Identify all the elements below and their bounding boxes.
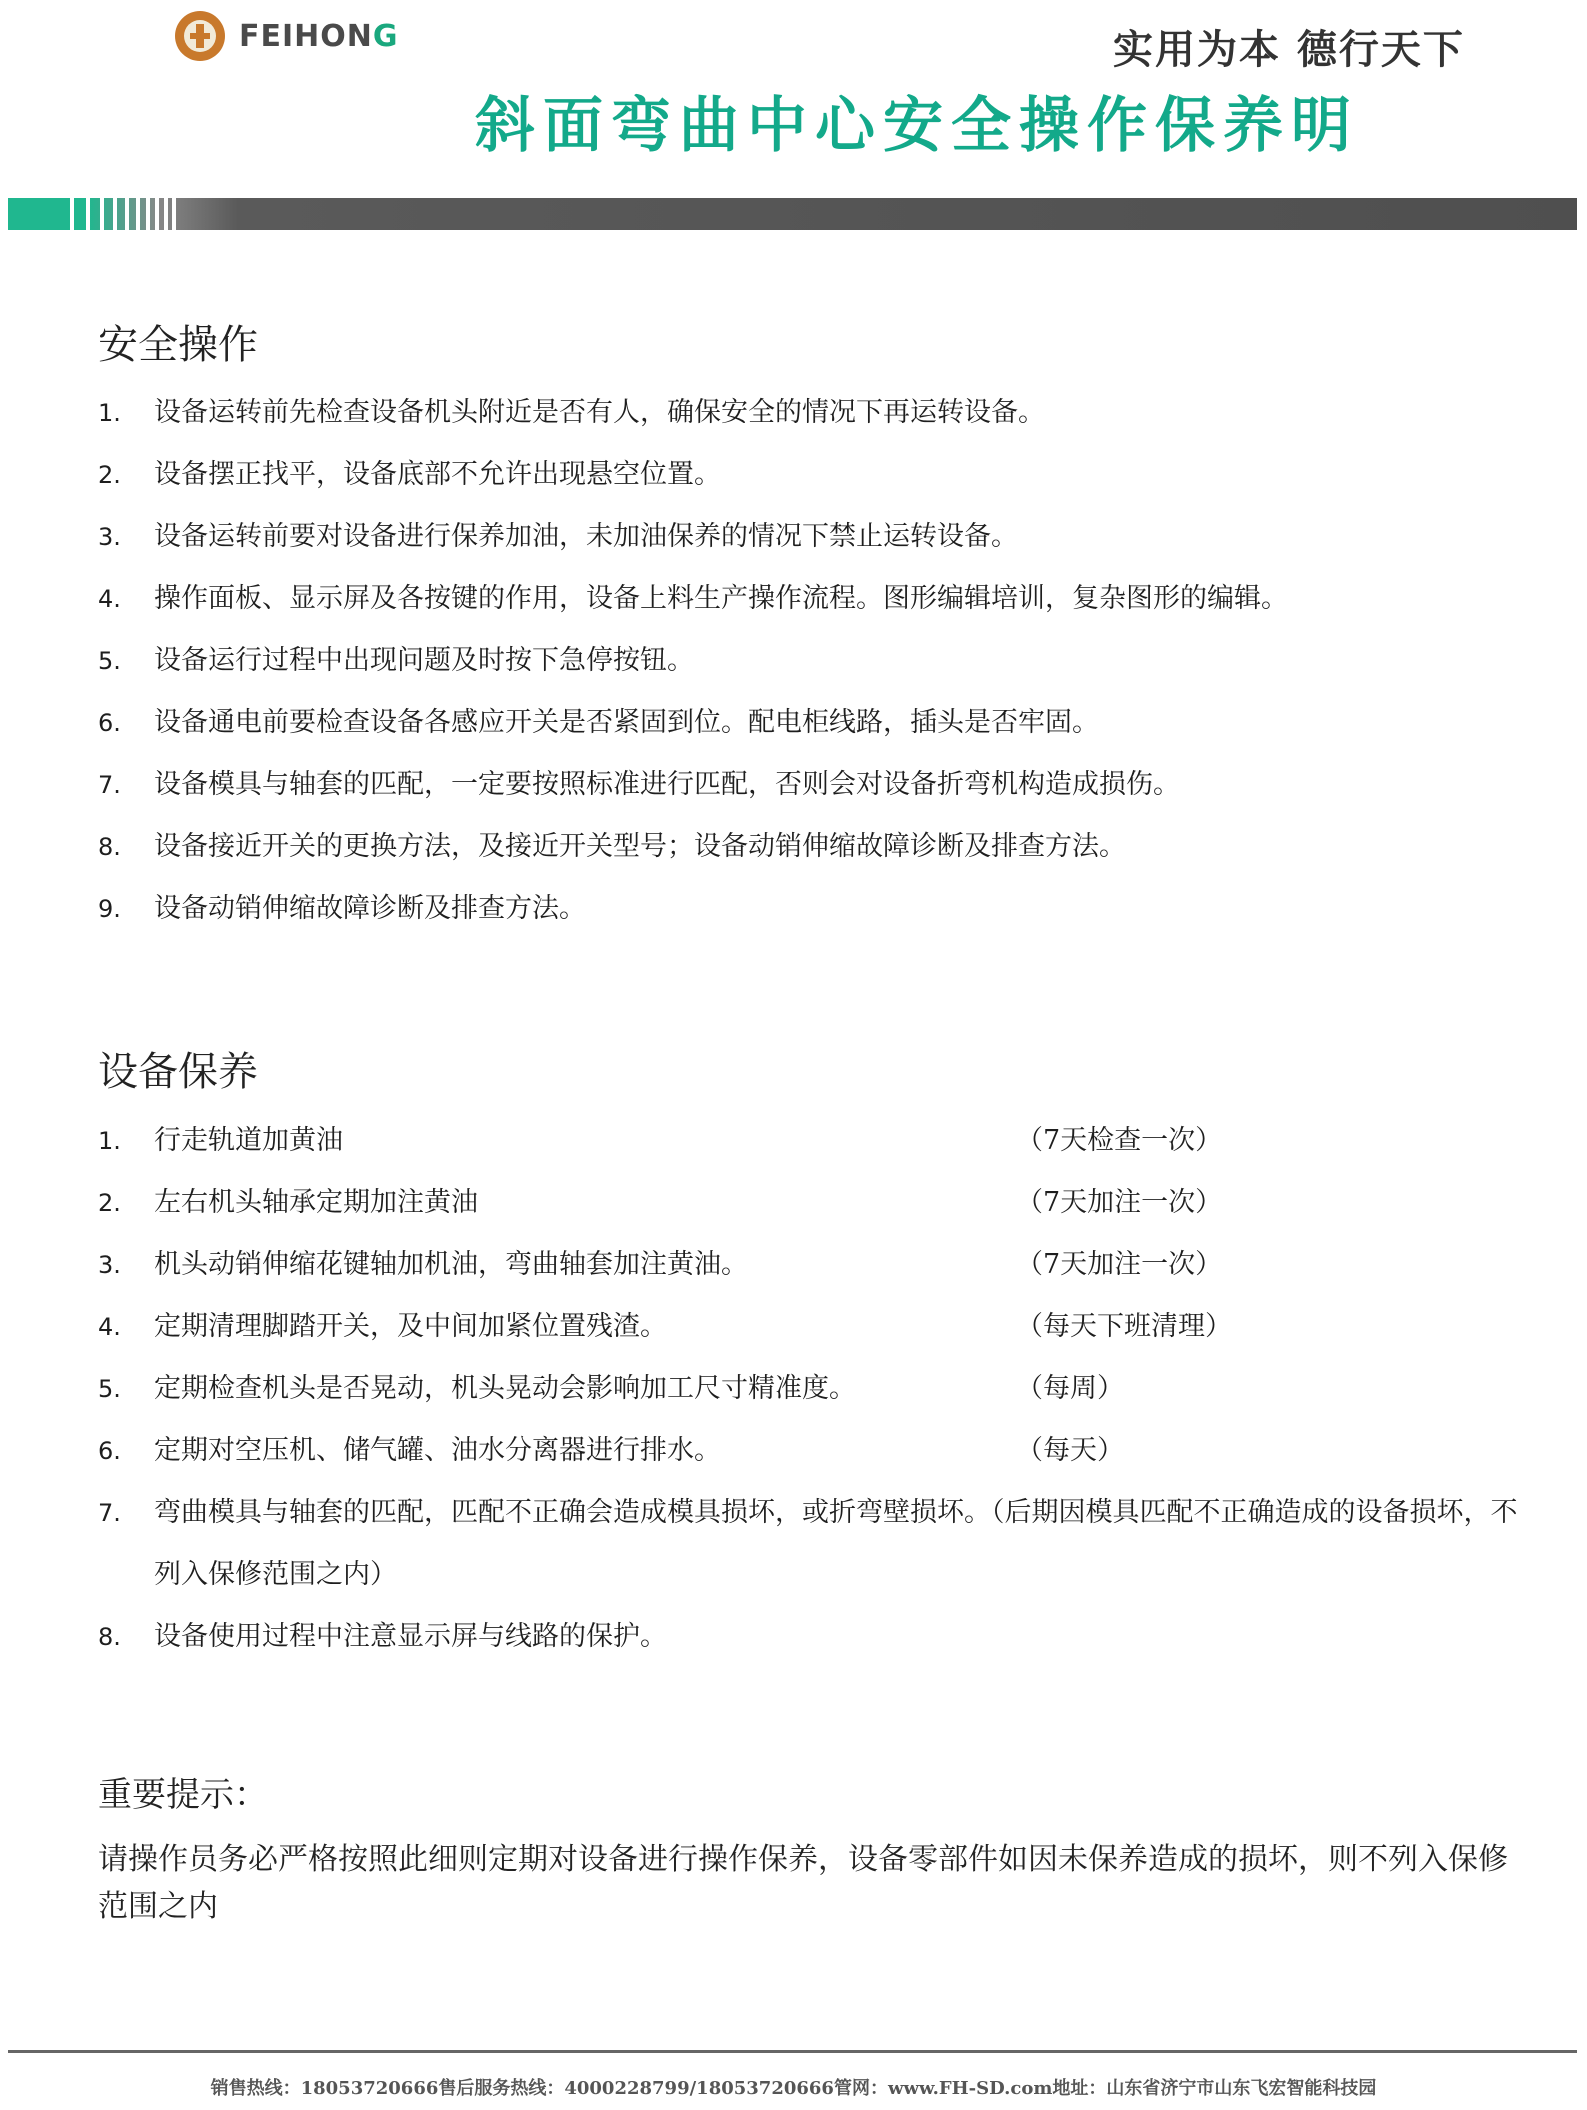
notice-heading: 重要提示： xyxy=(98,1775,268,1815)
logo-icon xyxy=(175,11,225,61)
maintenance-frequency: （每天） xyxy=(1016,1435,1124,1466)
list-item: 5. 定期检查机头是否晃动，机头晃动会影响加工尺寸精准度。 （每周） xyxy=(98,1358,1518,1420)
list-item: 4. 操作面板、显示屏及各按键的作用，设备上料生产操作流程。图形编辑培训，复杂图形的编辑。 xyxy=(98,583,1288,614)
list-item: 1. 设备运转前先检查设备机头附近是否有人，确保安全的情况下再运转设备。 xyxy=(98,397,1045,428)
list-item: 8. 设备使用过程中注意显示屏与线路的保护。 xyxy=(98,1621,667,1652)
list-item: 5. 设备运行过程中出现问题及时按下急停按钮。 xyxy=(98,645,694,676)
header-band xyxy=(8,190,1577,230)
band-stripe xyxy=(113,195,117,230)
maintenance-heading: 设备保养 xyxy=(98,1049,258,1095)
maintenance-frequency: （7天加注一次） xyxy=(1016,1249,1223,1280)
list-item: 1. 行走轨道加黄油 （7天检查一次） xyxy=(98,1110,1518,1172)
list-item: 2. 左右机头轴承定期加注黄油 （7天加注一次） xyxy=(98,1172,1518,1234)
maintenance-frequency: （7天检查一次） xyxy=(1016,1125,1223,1156)
list-item: 6. 设备通电前要检查设备各感应开关是否紧固到位。配电柜线路，插头是否牢固。 xyxy=(98,707,1099,738)
list-item: 3. 设备运转前要对设备进行保养加油，未加油保养的情况下禁止运转设备。 xyxy=(98,521,1018,552)
page-title: 斜面弯曲中心安全操作保养明 xyxy=(475,91,1359,161)
band-stripe xyxy=(100,195,104,230)
band-stripe xyxy=(155,195,159,230)
list-item: 3. 机头动销伸缩花键轴加机油，弯曲轴套加注黄油。 （7天加注一次） xyxy=(98,1234,1518,1296)
brand-logo xyxy=(175,12,399,60)
band-stripe xyxy=(136,195,140,230)
slogan: 实用为本 德行天下 xyxy=(1113,26,1465,73)
band-stripe xyxy=(70,195,74,230)
safety-heading: 安全操作 xyxy=(98,322,258,368)
footer-contact: 销售热线：18053720666售后服务热线：4000228799/18053720666管网：www.FH-SD.com地址：山东省济宁市山东飞宏智能科技园 xyxy=(210,2078,1377,2099)
brand-name: FEIHONG xyxy=(239,18,399,54)
safety-list xyxy=(98,382,1518,940)
band-stripe xyxy=(146,195,150,230)
maintenance-list xyxy=(98,1110,1518,1668)
band-stripe xyxy=(164,195,168,230)
list-item: 6. 定期对空压机、储气罐、油水分离器进行排水。 （每天） xyxy=(98,1420,1518,1482)
list-item: 2. 设备摆正找平，设备底部不允许出现悬空位置。 xyxy=(98,459,721,490)
list-item: 8. 设备接近开关的更换方法，及接近开关型号；设备动销伸缩故障诊断及排查方法。 xyxy=(98,831,1126,862)
maintenance-frequency: （7天加注一次） xyxy=(1016,1187,1223,1218)
footer-divider xyxy=(8,2050,1577,2053)
notice-body: 请操作员务必严格按照此细则定期对设备进行操作保养，设备零部件如因未保养造成的损坏，则不列入保修范围之内 xyxy=(98,1842,1508,1924)
list-item: 4. 定期清理脚踏开关，及中间加紧位置残渣。 （每天下班清理） xyxy=(98,1296,1518,1358)
list-item: 9. 设备动销伸缩故障诊断及排查方法。 xyxy=(98,893,586,924)
band-stripe xyxy=(86,195,90,230)
list-item: 7. 设备模具与轴套的匹配，一定要按照标准进行匹配，否则会对设备折弯机构造成损伤。 xyxy=(98,769,1180,800)
maintenance-frequency: （每天下班清理） xyxy=(1016,1311,1232,1342)
maintenance-frequency: （每周） xyxy=(1016,1373,1124,1404)
list-item: 7. 弯曲模具与轴套的匹配，匹配不正确会造成模具损坏，或折弯壁损坏。（后期因模具匹配不正确造成的设备损坏，不列入保修范围之内） xyxy=(98,1497,1518,1590)
band-stripe xyxy=(172,195,176,230)
band-stripe xyxy=(125,195,129,230)
